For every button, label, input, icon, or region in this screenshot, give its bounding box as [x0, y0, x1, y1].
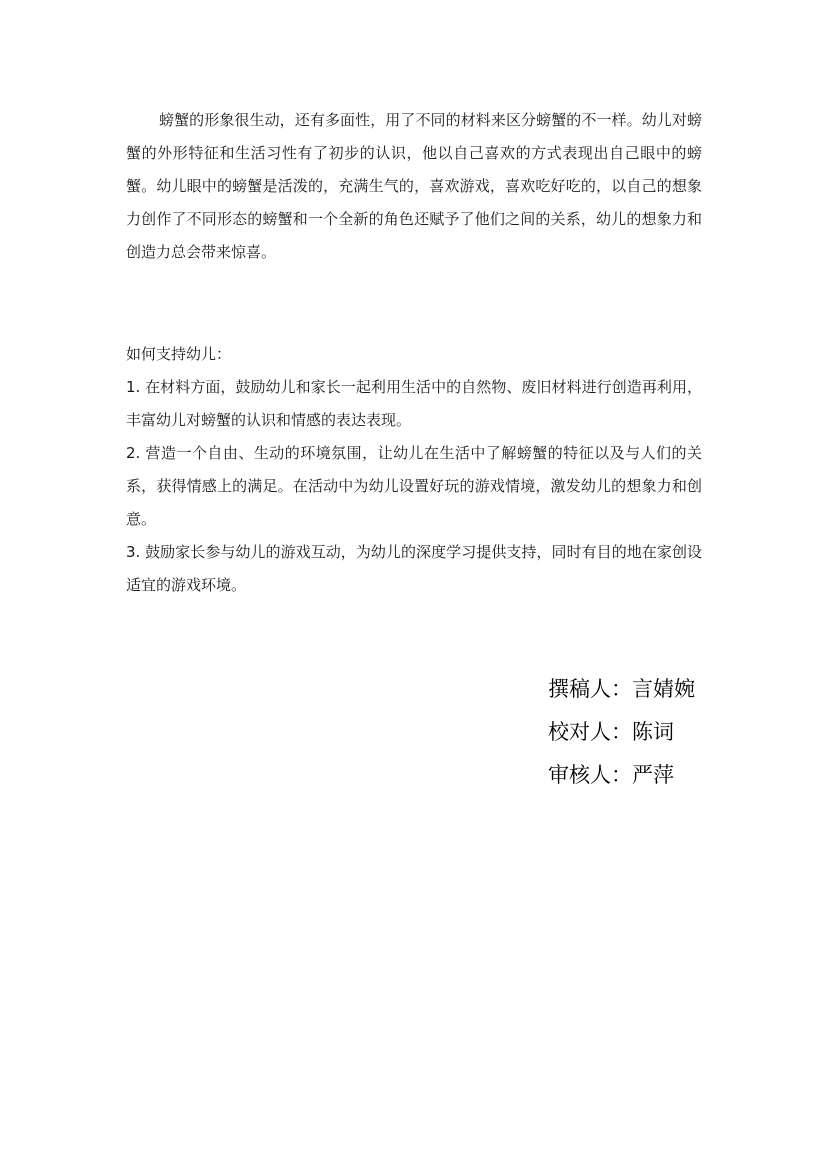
support-item-1: 1. 在材料方面，鼓励幼儿和家长一起利用生活中的自然物、废旧材料进行创造再利用，丰富幼儿对螃蟹的认识和情感的表达表现。 [126, 378, 702, 429]
support-heading: 如何支持幼儿： [126, 345, 232, 363]
support-list [126, 371, 702, 602]
support-item-3: 3. 鼓励家长参与幼儿的游戏互动，为幼儿的深度学习提供支持，同时有目的地在家创设适宜的游戏环境。 [126, 543, 702, 594]
proofreader-credit: 校对人：陈词 [548, 720, 674, 744]
support-section [126, 338, 702, 602]
intro-paragraph: 螃蟹的形象很生动，还有多面性，用了不同的材料来区分螃蟹的不一样。幼儿对螃蟹的外形特征和生活习性有了初步的认识，他以自己喜欢的方式表现出自己眼中的螃蟹。幼儿眼中的螃蟹是活泼的，充满生气的，喜欢游戏，喜欢吃好吃的，以自己的想象力创作了不同形态的螃蟹和一个全新的角色还赋予了他们之间的关系，幼儿的想象力和创造力总会带来惊喜。 [126, 111, 702, 261]
author-credit: 撰稿人：言婧婉 [548, 677, 695, 701]
reviewer-credit: 审核人：严萍 [548, 763, 674, 787]
support-item-2: 2. 营造一个自由、生动的环境氛围，让幼儿在生活中了解螃蟹的特征以及与人们的关系，获得情感上的满足。在活动中为幼儿设置好玩的游戏情境，激发幼儿的想象力和创意。 [126, 444, 702, 528]
credits-block [548, 668, 748, 797]
